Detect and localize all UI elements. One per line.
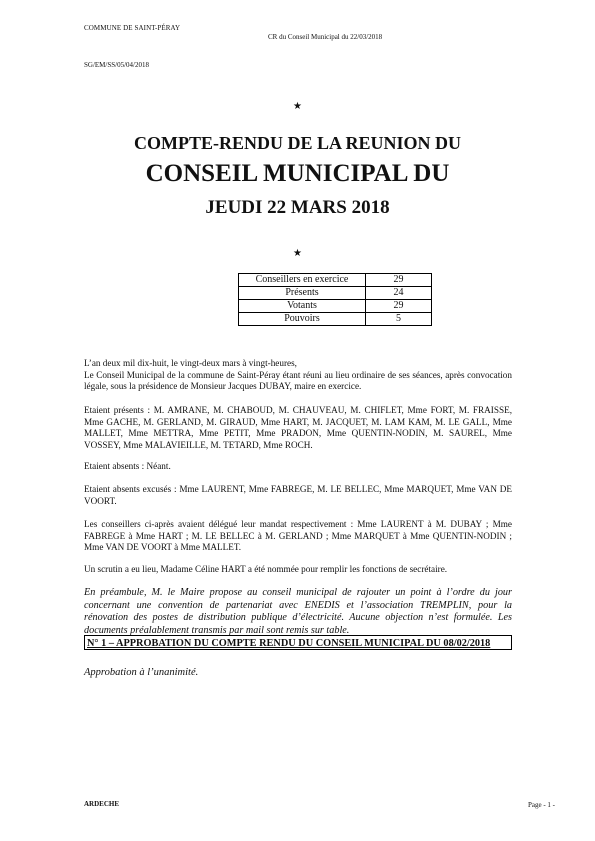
item-1-heading: N° 1 – APPROBATION DU COMPTE RENDU DU CONSEIL MUNICIPAL DU 08/02/2018 [84,635,512,650]
counts-value: 24 [366,287,432,300]
table-row [239,300,432,313]
counts-value: 29 [366,300,432,313]
title-line-2: CONSEIL MUNICIPAL DU [145,160,450,187]
page-number: Page - 1 - [527,801,555,809]
table-row [239,287,432,300]
counts-value: 5 [366,313,432,326]
table-row [239,274,432,287]
star-icon: ★ [293,248,302,259]
excused-members: Etaient absents excusés : Mme LAURENT, Mme FABREGE, M. LE BELLEC, Mme MARQUET, Mme VAN DE VOORT. [84,484,512,506]
present-members: Etaient présents : M. AMRANE, M. CHABOUD, M. CHAUVEAU, M. CHIFLET, Mme FORT, M. FRAISSE, Mme GACHE, M. GERLAND, M. GIRAUD, Mme HART, M. JACQUET, M. LAM KAM, M. LE GALL, Mme MALLET, Mme METTRA, Mme PETIT, Mme PRADON, Mme QUENTIN-NODIN, M. SAUREL, Mme VOSSEY, Mme MALAVIEILLE, M. TETARD, Mme ROCH. [84,405,512,450]
title-line-1: COMPTE-RENDU DE LA REUNION DU [133,133,461,153]
attendance-table [238,273,432,326]
preamble: En préambule, M. le Maire propose au conseil municipal de rajouter un point à l’ordre du jour concernant une convention de partenariat avec ENEDIS et l’association TREMPLIN, pour la rénovation des postes de distribution publique d’électricité. Aucune objection n’est formulée. Les documents préalablement transmis par mail sont remis sur table. [84,587,512,636]
opening-paragraph: L’an deux mil dix-huit, le vingt-deux mars à vingt-heures, Le Conseil Municipal de la commune de Saint-Péray étant réuni au lieu ordinaire de ses séances, après convocation légale, sous la présidence de Monsieur Jacques DUBAY, maire en exercice. [84,358,512,392]
footer-department: ARDECHE [84,800,120,808]
title-line-3: JEUDI 22 MARS 2018 [205,197,390,218]
proxy-delegations: Les conseillers ci-après avaient délégué leur mandat respectivement : Mme LAURENT à M. DUBAY ; Mme FABREGE à Mme HART ; M. LE BELLEC à M. GERLAND ; Mme MARQUET à Mme QUENTIN-NODIN ; Mme VAN DE VOORT à Mme MALLET. [84,519,512,553]
counts-label: Présents [239,287,366,300]
counts-value: 29 [366,274,432,287]
counts-label: Conseillers en exercice [239,274,366,287]
commune-header: COMMUNE DE SAINT-PÉRAY [84,24,181,32]
counts-label: Votants [239,300,366,313]
cr-header: CR du Conseil Municipal du 22/03/2018 [268,33,383,41]
absent-members: Etaient absents : Néant. [84,461,171,471]
secretary-appointment: Un scrutin a eu lieu, Madame Céline HART a été nommée pour remplir les fonctions de secrétaire. [84,564,448,574]
counts-label: Pouvoirs [239,313,366,326]
table-row [239,313,432,326]
document-reference: SG/EM/SS/05/04/2018 [84,61,149,69]
item-1-result: Approbation à l’unanimité. [84,667,199,678]
star-icon: ★ [293,101,302,112]
